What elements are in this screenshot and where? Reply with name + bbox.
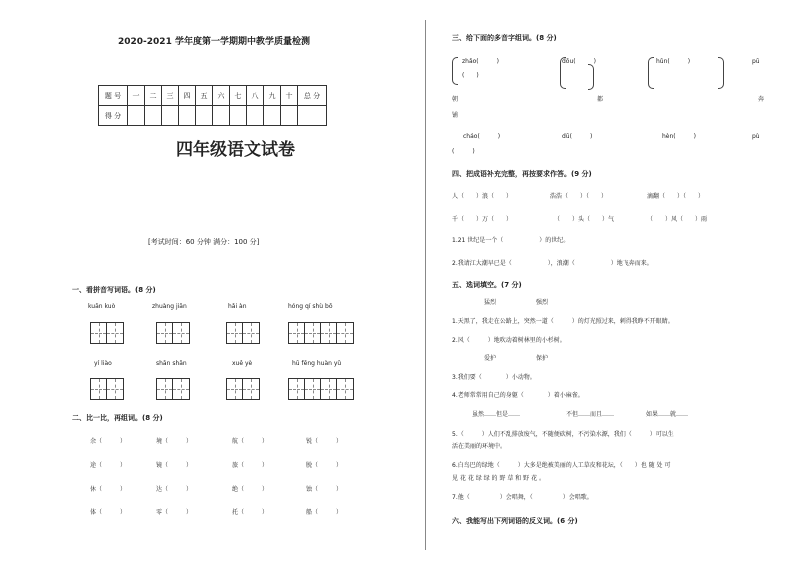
idiom-blank: （ ）头（ ）气 <box>554 216 615 223</box>
exam-title: 2020-2021 学年度第一学期期中教学质量检测 <box>118 37 310 47</box>
idiom-blank: 人（ ）浪（ ） <box>452 193 513 200</box>
brace-left <box>648 57 654 89</box>
score-cell: 一 <box>128 86 145 106</box>
compare-item: 镜（ ） <box>156 462 193 469</box>
pinyin: hǎi àn <box>228 303 247 310</box>
section-3-title: 三、给下面的多音字组词。(8 分) <box>452 34 557 42</box>
section-5-title: 五、选词填空。(7 分) <box>452 281 522 289</box>
question-cont: 见 花 花 绿 绿 的 野 草 和 野 花 。 <box>452 475 545 482</box>
score-cell: 题 号 <box>99 86 128 106</box>
compare-item: 途（ ） <box>90 462 127 469</box>
pinyin: yí liào <box>94 360 112 367</box>
brace-right <box>718 57 724 89</box>
pinyin: pū <box>752 58 760 65</box>
word-choice: 虽然……但是…… <box>472 411 521 418</box>
pinyin: pù <box>752 133 760 140</box>
score-table-header-row <box>99 86 327 106</box>
idiom-blank: 滴翻（ ）（ ） <box>647 193 705 200</box>
compare-item: 余（ ） <box>90 438 127 445</box>
section-6-title: 六、我能写出下列词语的反义词。(6 分) <box>452 517 578 525</box>
compare-item: 脱（ ） <box>306 462 343 469</box>
writing-grid[interactable] <box>90 378 124 400</box>
writing-grid[interactable] <box>156 322 190 344</box>
pinyin: hóng qí shù bō <box>288 303 333 310</box>
compare-item: 航（ ） <box>232 438 269 445</box>
question-cont: 活在美丽的环境中。 <box>452 443 507 450</box>
word-choice: 猛烈 <box>484 299 497 306</box>
score-cell: 六 <box>213 86 230 106</box>
writing-grid[interactable] <box>288 322 354 344</box>
compare-item: 境（ ） <box>156 438 193 445</box>
pinyin: cháo( ) <box>463 133 501 140</box>
pinyin: shān shān <box>156 360 187 367</box>
question: 2.风（ ）地吹动着树林里的小杉树。 <box>452 337 566 344</box>
score-cell: 七 <box>230 86 247 106</box>
writing-grid[interactable] <box>288 378 354 400</box>
pinyin: kuān kuò <box>88 303 116 310</box>
writing-grid[interactable] <box>90 322 124 344</box>
score-input-cell[interactable] <box>213 106 230 126</box>
score-input-cell[interactable] <box>298 106 327 126</box>
writing-grid[interactable] <box>226 322 260 344</box>
score-input-cell[interactable] <box>247 106 264 126</box>
score-cell: 总 分 <box>298 86 327 106</box>
compare-item: 旅（ ） <box>232 462 269 469</box>
word-choice: 如果……就…… <box>646 411 689 418</box>
compare-item: 托（ ） <box>232 509 269 516</box>
word-choice: 不但……而且…… <box>566 411 615 418</box>
score-cell: 四 <box>179 86 196 106</box>
score-input-cell[interactable] <box>230 106 247 126</box>
compare-item: 绝（ ） <box>232 486 269 493</box>
column-divider <box>425 20 426 550</box>
polyphone-char: 铺 <box>452 112 459 119</box>
pinyin: dū( ) <box>562 133 593 140</box>
pinyin: zhǎo( ) <box>462 58 499 65</box>
compare-item: 体（ ） <box>90 509 127 516</box>
word-choice: 保护 <box>536 355 549 362</box>
brace-left <box>452 57 458 85</box>
pinyin: zhuàng jiān <box>152 303 187 310</box>
question: 3.我们要（ ）小动物。 <box>452 374 536 381</box>
question: 7.他（ ）会唱舞，（ ）会唱歌。 <box>452 494 593 501</box>
word-choice: 爱护 <box>484 355 497 362</box>
score-input-cell[interactable] <box>162 106 179 126</box>
polyphone-char: 奔 <box>758 96 765 103</box>
compare-item: 船（ ） <box>306 509 343 516</box>
score-cell: 八 <box>247 86 264 106</box>
pinyin: dōu( ) <box>562 58 596 65</box>
compare-item: 锐（ ） <box>306 438 343 445</box>
score-input-cell[interactable] <box>264 106 281 126</box>
writing-grid[interactable] <box>226 378 260 400</box>
score-input-cell[interactable] <box>196 106 213 126</box>
score-input-cell[interactable] <box>128 106 145 126</box>
brace-right <box>588 64 594 90</box>
score-cell: 十 <box>281 86 298 106</box>
writing-grid[interactable] <box>156 378 190 400</box>
paper-title: 四年级语文试卷 <box>176 140 295 160</box>
compare-item: 零（ ） <box>156 509 193 516</box>
pinyin: xuě yè <box>232 360 253 367</box>
section-4-title: 四、把成语补充完整，再按要求作答。(9 分) <box>452 170 592 178</box>
polyphone-char: 都 <box>597 96 604 103</box>
idiom-blank: （ ）风（ ）雨 <box>647 216 708 223</box>
idiom-blank: 千（ ）万（ ） <box>452 216 513 223</box>
question: 1.21 世纪是一个（ ）的世纪。 <box>452 237 570 244</box>
score-cell: 得 分 <box>99 106 128 126</box>
score-cell: 二 <box>145 86 162 106</box>
pinyin: hèn( ) <box>662 133 696 140</box>
exam-info: [考试时间：60 分钟 满分：100 分] <box>148 238 260 246</box>
section-1-title: 一、看拼音写词语。(8 分) <box>72 286 156 294</box>
compare-item: 达（ ） <box>156 486 193 493</box>
compare-item: 蚀（ ） <box>306 486 343 493</box>
score-cell: 三 <box>162 86 179 106</box>
score-table-score-row <box>99 106 327 126</box>
score-input-cell[interactable] <box>179 106 196 126</box>
section-2-title: 二、比一比，再组词。(8 分) <box>72 414 163 422</box>
compare-item: 休（ ） <box>90 486 127 493</box>
score-cell: 五 <box>196 86 213 106</box>
score-input-cell[interactable] <box>145 106 162 126</box>
paren: ( ) <box>452 148 475 155</box>
score-cell: 九 <box>264 86 281 106</box>
word-choice: 强烈 <box>536 299 549 306</box>
question: 2.我请江大潮早已是（ ），浪潮（ ）地飞奔而来。 <box>452 260 653 267</box>
idiom-blank: 浩浩（ ）（ ） <box>550 193 608 200</box>
pinyin: hū fēng huàn yǔ <box>292 360 342 367</box>
score-input-cell[interactable] <box>281 106 298 126</box>
polyphone-char: 朝 <box>452 96 459 103</box>
question: 5.（ ）人们不乱排放废气，不随便砍树，不污染水源，我们（ ）可以生 <box>452 431 674 438</box>
question: 1.天黑了，我走在公路上，突然一道（ ）的灯光照过来，刺得我睁不开眼睛。 <box>452 318 674 325</box>
pinyin: hǔn( ) <box>656 58 691 65</box>
question: 4.老师常常用自己的身躯（ ）着小麻雀。 <box>452 392 584 399</box>
question: 6.白鸟巴的绿地（ ）大多是绝被美丽的人工草皮和花坛，（ ）也 随 处 可 <box>452 462 671 469</box>
paren: ( ) <box>462 72 479 79</box>
score-table <box>98 85 327 126</box>
